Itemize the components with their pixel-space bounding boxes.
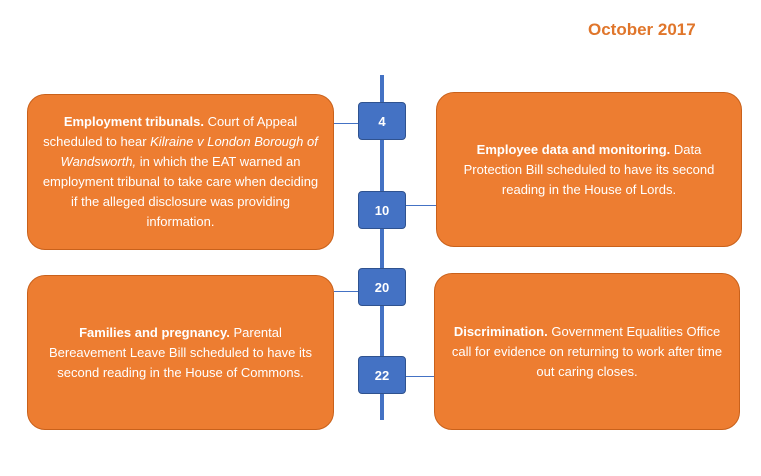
event-card-employment-tribunals: [27, 94, 334, 250]
date-marker-20: 20: [358, 268, 406, 306]
event-heading: Discrimination.: [453, 323, 548, 339]
event-text: Data Protection Bill scheduled to have its second reading in the House of Lords.: [463, 141, 715, 197]
page-title: October 2017: [588, 20, 696, 39]
connector-22: [406, 376, 434, 377]
event-card-employee-data: [436, 92, 742, 247]
event-case-name: Kilraine v London Borough of Wandsworth,: [60, 134, 318, 169]
event-heading: Families and pregnancy.: [79, 324, 230, 340]
event-text: Government Equalities Office call for evidence on returning to work after time out caring closes.: [451, 323, 723, 379]
event-card-discrimination: [434, 273, 740, 430]
event-text: Court of Appeal scheduled to hear: [43, 114, 298, 149]
connector-10: [406, 205, 436, 206]
event-heading: Employment tribunals.: [63, 114, 204, 129]
connector-4: [334, 123, 358, 124]
event-text: Parental Bereavement Leave Bill scheduled to have its second reading in the House of Commons.: [48, 324, 313, 380]
date-marker-22: 22: [358, 356, 406, 394]
date-marker-4: 4: [358, 102, 406, 140]
event-card-families-pregnancy: [27, 275, 334, 430]
event-heading: Employee data and monitoring.: [476, 141, 671, 157]
connector-20: [334, 291, 358, 292]
date-marker-10: 10: [358, 191, 406, 229]
event-text: in which the EAT warned an employment tribunal to take care when deciding if the alleged disclosure was providing information.: [42, 154, 319, 229]
